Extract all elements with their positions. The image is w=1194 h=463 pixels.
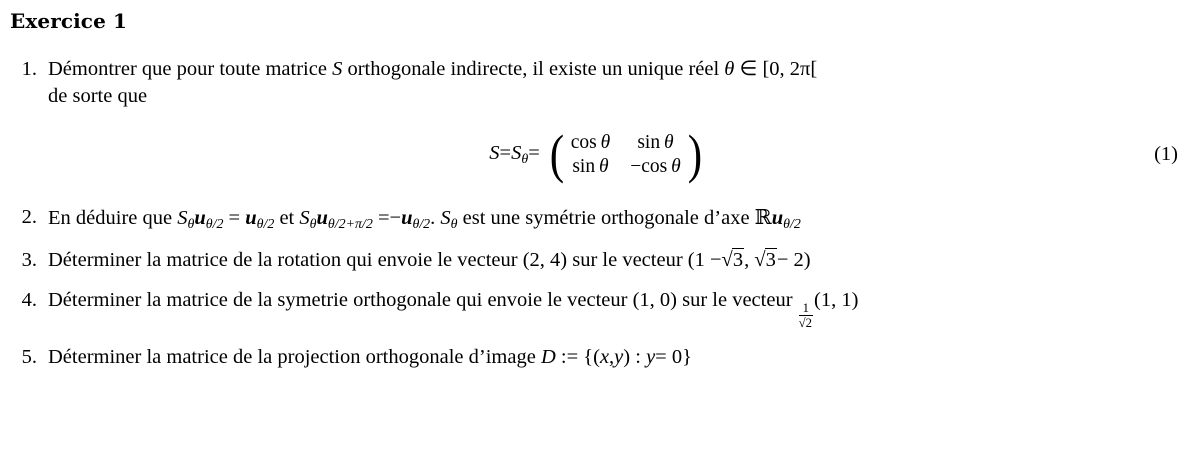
item5-set-mid: ) :	[623, 345, 641, 368]
item3-sqrt-1: √3	[721, 248, 744, 271]
item1-text-2: orthogonale indirecte, il existe un unique réel	[347, 58, 720, 80]
matrix-right-paren: )	[687, 123, 702, 184]
item5-set-eq: = 0}	[655, 345, 692, 368]
list-item-number: 2.	[21, 205, 37, 228]
item3-text-2: sur le vecteur	[572, 248, 683, 271]
equation-lhs-s2-sub: θ	[521, 151, 529, 167]
item4-text-1: Déterminer la matrice de la symetrie orthogonale qui envoie le vecteur	[48, 289, 628, 312]
item2-eq3-sub: θ	[309, 216, 317, 232]
list-item	[10, 56, 1184, 111]
matrix-cell-22-arg: θ	[671, 155, 681, 177]
list-item-number: 4.	[21, 289, 37, 312]
item5-set-x: x	[599, 345, 610, 368]
matrix-cell-22-sign: −	[630, 155, 642, 177]
item2-eq1-sub: θ	[187, 216, 195, 232]
item3-vector-1: (2, 4)	[522, 248, 568, 271]
matrix-equation	[489, 123, 704, 184]
list-item	[10, 204, 1184, 234]
item2-minus: −	[389, 206, 402, 229]
matrix-cell-12	[630, 132, 681, 154]
item2-axis-u: u	[771, 206, 784, 229]
equation-lhs-eq2: =	[528, 141, 540, 164]
matrix-cell-11-arg: θ	[600, 131, 611, 153]
equation-lhs-eq1: =	[499, 141, 512, 164]
item3-vector2-close: − 2)	[776, 248, 811, 271]
list-item-number: 3.	[21, 248, 37, 271]
matrix-cell-11-fn: cos	[570, 131, 597, 153]
display-equation	[10, 124, 1184, 186]
list-item-number: 1.	[21, 58, 37, 80]
item1-interval: [0, 2π[	[762, 58, 818, 80]
item2-eq4-u: u	[401, 206, 413, 229]
item5-set-y2: y	[646, 345, 656, 368]
equation-lhs-s2: S	[511, 141, 522, 164]
item2-text-2: est une symétrie orthogonale d’axe	[462, 206, 750, 229]
list-item	[10, 287, 1184, 330]
equation-lhs-s: S	[489, 141, 500, 164]
item1-text-3: de sorte que	[48, 85, 148, 108]
item2-eq1-u: u	[194, 206, 206, 229]
item2-equals-2: =	[377, 206, 390, 229]
item4-vector-1: (1, 0)	[632, 289, 677, 312]
equation-lhs	[489, 142, 539, 168]
matrix-cell-22-fn: cos	[641, 155, 668, 177]
matrix-entries	[571, 132, 681, 178]
item5-symbol-d: D	[540, 345, 556, 368]
item2-eq3-s: S	[299, 206, 310, 229]
item4-fraction	[799, 302, 813, 331]
item4-sqrt-arg: 2	[805, 316, 812, 331]
equation-center	[10, 124, 1184, 186]
item2-eq1-s: S	[177, 206, 188, 229]
item2-eq3-u: u	[316, 206, 328, 229]
item2-eq1-usub: θ/2	[205, 216, 224, 232]
matrix-left-paren: (	[549, 123, 564, 184]
exercise-list	[10, 56, 1184, 384]
item2-eq4-usub: θ/2	[412, 216, 431, 232]
item2-eq5-sub: θ	[450, 216, 458, 232]
item3-sqrt-2: √3	[754, 248, 776, 271]
item5-text-1: Déterminer la matrice de la projection orthogonale d’image	[48, 345, 536, 368]
item3-text-1: Déterminer la matrice de la rotation qui envoie le vecteur	[48, 248, 518, 271]
item2-eq3-usub: θ/2+π/2	[327, 216, 373, 232]
item1-symbol-theta: θ	[724, 58, 735, 80]
matrix-cell-11	[571, 132, 611, 154]
item4-sqrt: √2	[798, 316, 812, 331]
item4-fraction-denominator	[799, 315, 813, 330]
list-item-number: 5.	[21, 345, 37, 368]
item2-eq2-usub: θ/2	[256, 216, 275, 232]
list-item-body	[48, 287, 1184, 330]
item2-equals-1: =	[228, 206, 241, 229]
page-title: Exercice 1	[10, 9, 127, 33]
list-item-body	[48, 204, 1184, 234]
matrix-cell-22	[630, 156, 681, 178]
matrix-cell-12-arg: θ	[664, 131, 674, 153]
item5-set-y: y	[614, 345, 624, 368]
matrix-cell-21-fn: sin	[572, 155, 596, 177]
matrix-cell-12-fn: sin	[637, 131, 661, 153]
item4-vector-2: (1, 1)	[814, 289, 859, 312]
list-item	[10, 344, 1184, 371]
item2-eq5-s: S	[440, 206, 451, 229]
list-item-body	[48, 56, 1184, 111]
item1-symbol-s: S	[332, 58, 343, 80]
list-item-body	[48, 344, 1184, 371]
item3-sqrt-2-arg: 3	[765, 248, 776, 271]
list-item-body	[48, 247, 1184, 274]
item1-text-1: Démontrer que pour toute matrice	[48, 58, 327, 80]
matrix-cell-21-arg: θ	[599, 155, 609, 177]
item5-set-open: {(	[583, 345, 600, 368]
item2-text-et: et	[279, 206, 295, 229]
equation-number: (1)	[1154, 142, 1178, 165]
item5-set-comma: ,	[609, 345, 615, 368]
item3-sqrt-1-arg: 3	[732, 248, 744, 271]
item2-axis-usub: θ/2	[783, 216, 801, 232]
item2-dot: .	[430, 206, 436, 229]
item4-text-2: sur le vecteur	[682, 289, 793, 312]
matrix-cell-21	[571, 156, 611, 178]
list-item	[10, 247, 1184, 274]
item3-vector2-open: (1 −	[687, 248, 722, 271]
item2-axis-r: ℝ	[754, 204, 772, 229]
item5-defeq: :=	[560, 345, 579, 368]
item4-fraction-numerator: 1	[802, 300, 809, 315]
item1-symbol-in: ∈	[739, 58, 758, 80]
item3-vector2-mid: ,	[744, 248, 750, 271]
item2-text-1: En déduire que	[48, 206, 173, 229]
item2-eq2-u: u	[245, 206, 257, 229]
